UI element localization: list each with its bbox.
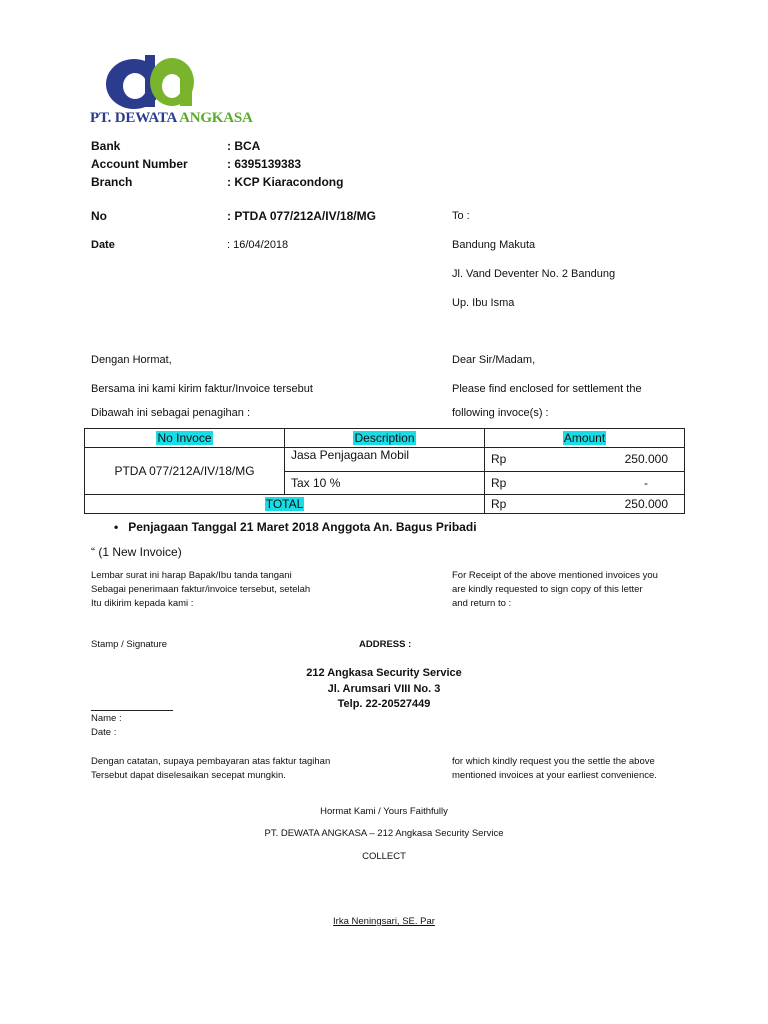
closing-en-1: for which kindly request you the settle the above: [452, 756, 655, 767]
amount-cell: [485, 448, 685, 472]
recipient-name: Bandung Makuta: [452, 239, 536, 251]
bank-label: Bank: [91, 139, 121, 153]
invoice-date-label: Date: [91, 239, 115, 251]
regards: Hormat Kami / Yours Faithfully: [320, 806, 448, 817]
note-bullet-text: Penjagaan Tanggal 21 Maret 2018 Anggota An. Bagus Pribadi: [128, 520, 477, 534]
greeting-en-1: Dear Sir/Madam,: [452, 354, 536, 366]
address-label: ADDRESS :: [359, 639, 412, 650]
account-number-value: : 6395139383: [227, 157, 302, 171]
signatory-name: Irka Neningsari, SE. Par: [333, 916, 435, 927]
bank-value: : BCA: [227, 139, 261, 153]
branch-label: Branch: [91, 175, 133, 189]
invoice-no-label: No: [91, 209, 107, 223]
signature-line: [91, 710, 173, 711]
company-name-part2: ANGKASA: [179, 110, 253, 126]
description-cell: Tax 10 %: [285, 471, 485, 495]
currency: Rp: [491, 452, 507, 467]
total-row: [85, 495, 685, 514]
address-line-2: Jl. Arumsari VIII No. 3: [327, 683, 441, 695]
sender: PT. DEWATA ANGKASA – 212 Angkasa Security Service: [264, 828, 504, 839]
sign-date-field: Date :: [91, 727, 117, 738]
recipient-attn: Up. Ibu Isma: [452, 297, 515, 309]
table-header-row: [85, 429, 685, 448]
address-line-3: Telp. 22-20527449: [337, 698, 431, 710]
description-cell: Jasa Penjagaan Mobil: [285, 448, 485, 472]
header-no-invoice: No Invoce: [157, 431, 212, 445]
amount-cell: [485, 471, 685, 495]
receipt-id-2: Sebagai penerimaan faktur/invoice tersebut, setelah: [91, 584, 311, 595]
receipt-en-1: For Receipt of the above mentioned invoices you: [452, 570, 658, 581]
greeting-id-3: Dibawah ini sebagai penagihan :: [91, 407, 251, 419]
sign-name-field: Name :: [91, 713, 122, 724]
company-name: [90, 110, 253, 127]
recipient-to: To :: [452, 210, 470, 222]
total-amount: 250.000: [624, 497, 668, 511]
receipt-en-2: are kindly requested to sign copy of this letter: [452, 584, 643, 595]
currency: Rp: [491, 497, 507, 511]
greeting-en-2: Please find enclosed for settlement the: [452, 383, 642, 395]
stamp-signature-label: Stamp / Signature: [91, 639, 168, 650]
receipt-id-3: Itu dikirim kepada kami :: [91, 598, 194, 609]
total-amount-cell: [485, 495, 685, 514]
closing-id-2: Tersebut dapat diselesaikan secepat mungkin.: [91, 770, 286, 781]
header-cell: [485, 429, 685, 448]
header-cell: [285, 429, 485, 448]
branch-value: : KCP Kiaracondong: [227, 175, 344, 189]
invoice-date-value: : 16/04/2018: [227, 239, 289, 251]
total-label-cell: [85, 495, 485, 514]
recipient-address: Jl. Vand Deventer No. 2 Bandung: [452, 268, 616, 280]
company-logo: [104, 50, 196, 110]
invoice-no-value: : PTDA 077/212A/IV/18/MG: [227, 209, 376, 223]
table-row: [85, 448, 685, 472]
bullet-icon: •: [114, 520, 119, 534]
company-name-part1: PT. DEWATA: [90, 110, 180, 126]
header-cell: [85, 429, 285, 448]
collect: COLLECT: [362, 851, 406, 862]
amount-value: -: [644, 475, 648, 490]
currency: Rp: [491, 475, 507, 490]
total-label: TOTAL: [265, 497, 304, 511]
header-amount: Amount: [563, 431, 606, 445]
header-description: Description: [354, 431, 415, 445]
receipt-id-1: Lembar surat ini harap Bapak/Ibu tanda tangani: [91, 570, 292, 581]
invoice-table: [84, 428, 685, 514]
greeting-id-1: Dengan Hormat,: [91, 354, 172, 366]
receipt-en-3: and return to :: [452, 598, 512, 609]
note-new-invoice: “ (1 New Invoice): [91, 545, 182, 559]
closing-id-1: Dengan catatan, supaya pembayaran atas faktur tagihan: [91, 756, 331, 767]
closing-en-2: mentioned invoices at your earliest convenience.: [452, 770, 657, 781]
amount-value: 250.000: [624, 452, 668, 467]
account-number-label: Account Number: [91, 157, 188, 171]
note-bullet: [114, 520, 477, 534]
invoice-number-cell: PTDA 077/212A/IV/18/MG: [85, 448, 285, 495]
greeting-en-3: following invoce(s) :: [452, 407, 549, 419]
address-line-1: 212 Angkasa Security Service: [306, 667, 462, 679]
greeting-id-2: Bersama ini kami kirim faktur/Invoice tersebut: [91, 383, 313, 395]
